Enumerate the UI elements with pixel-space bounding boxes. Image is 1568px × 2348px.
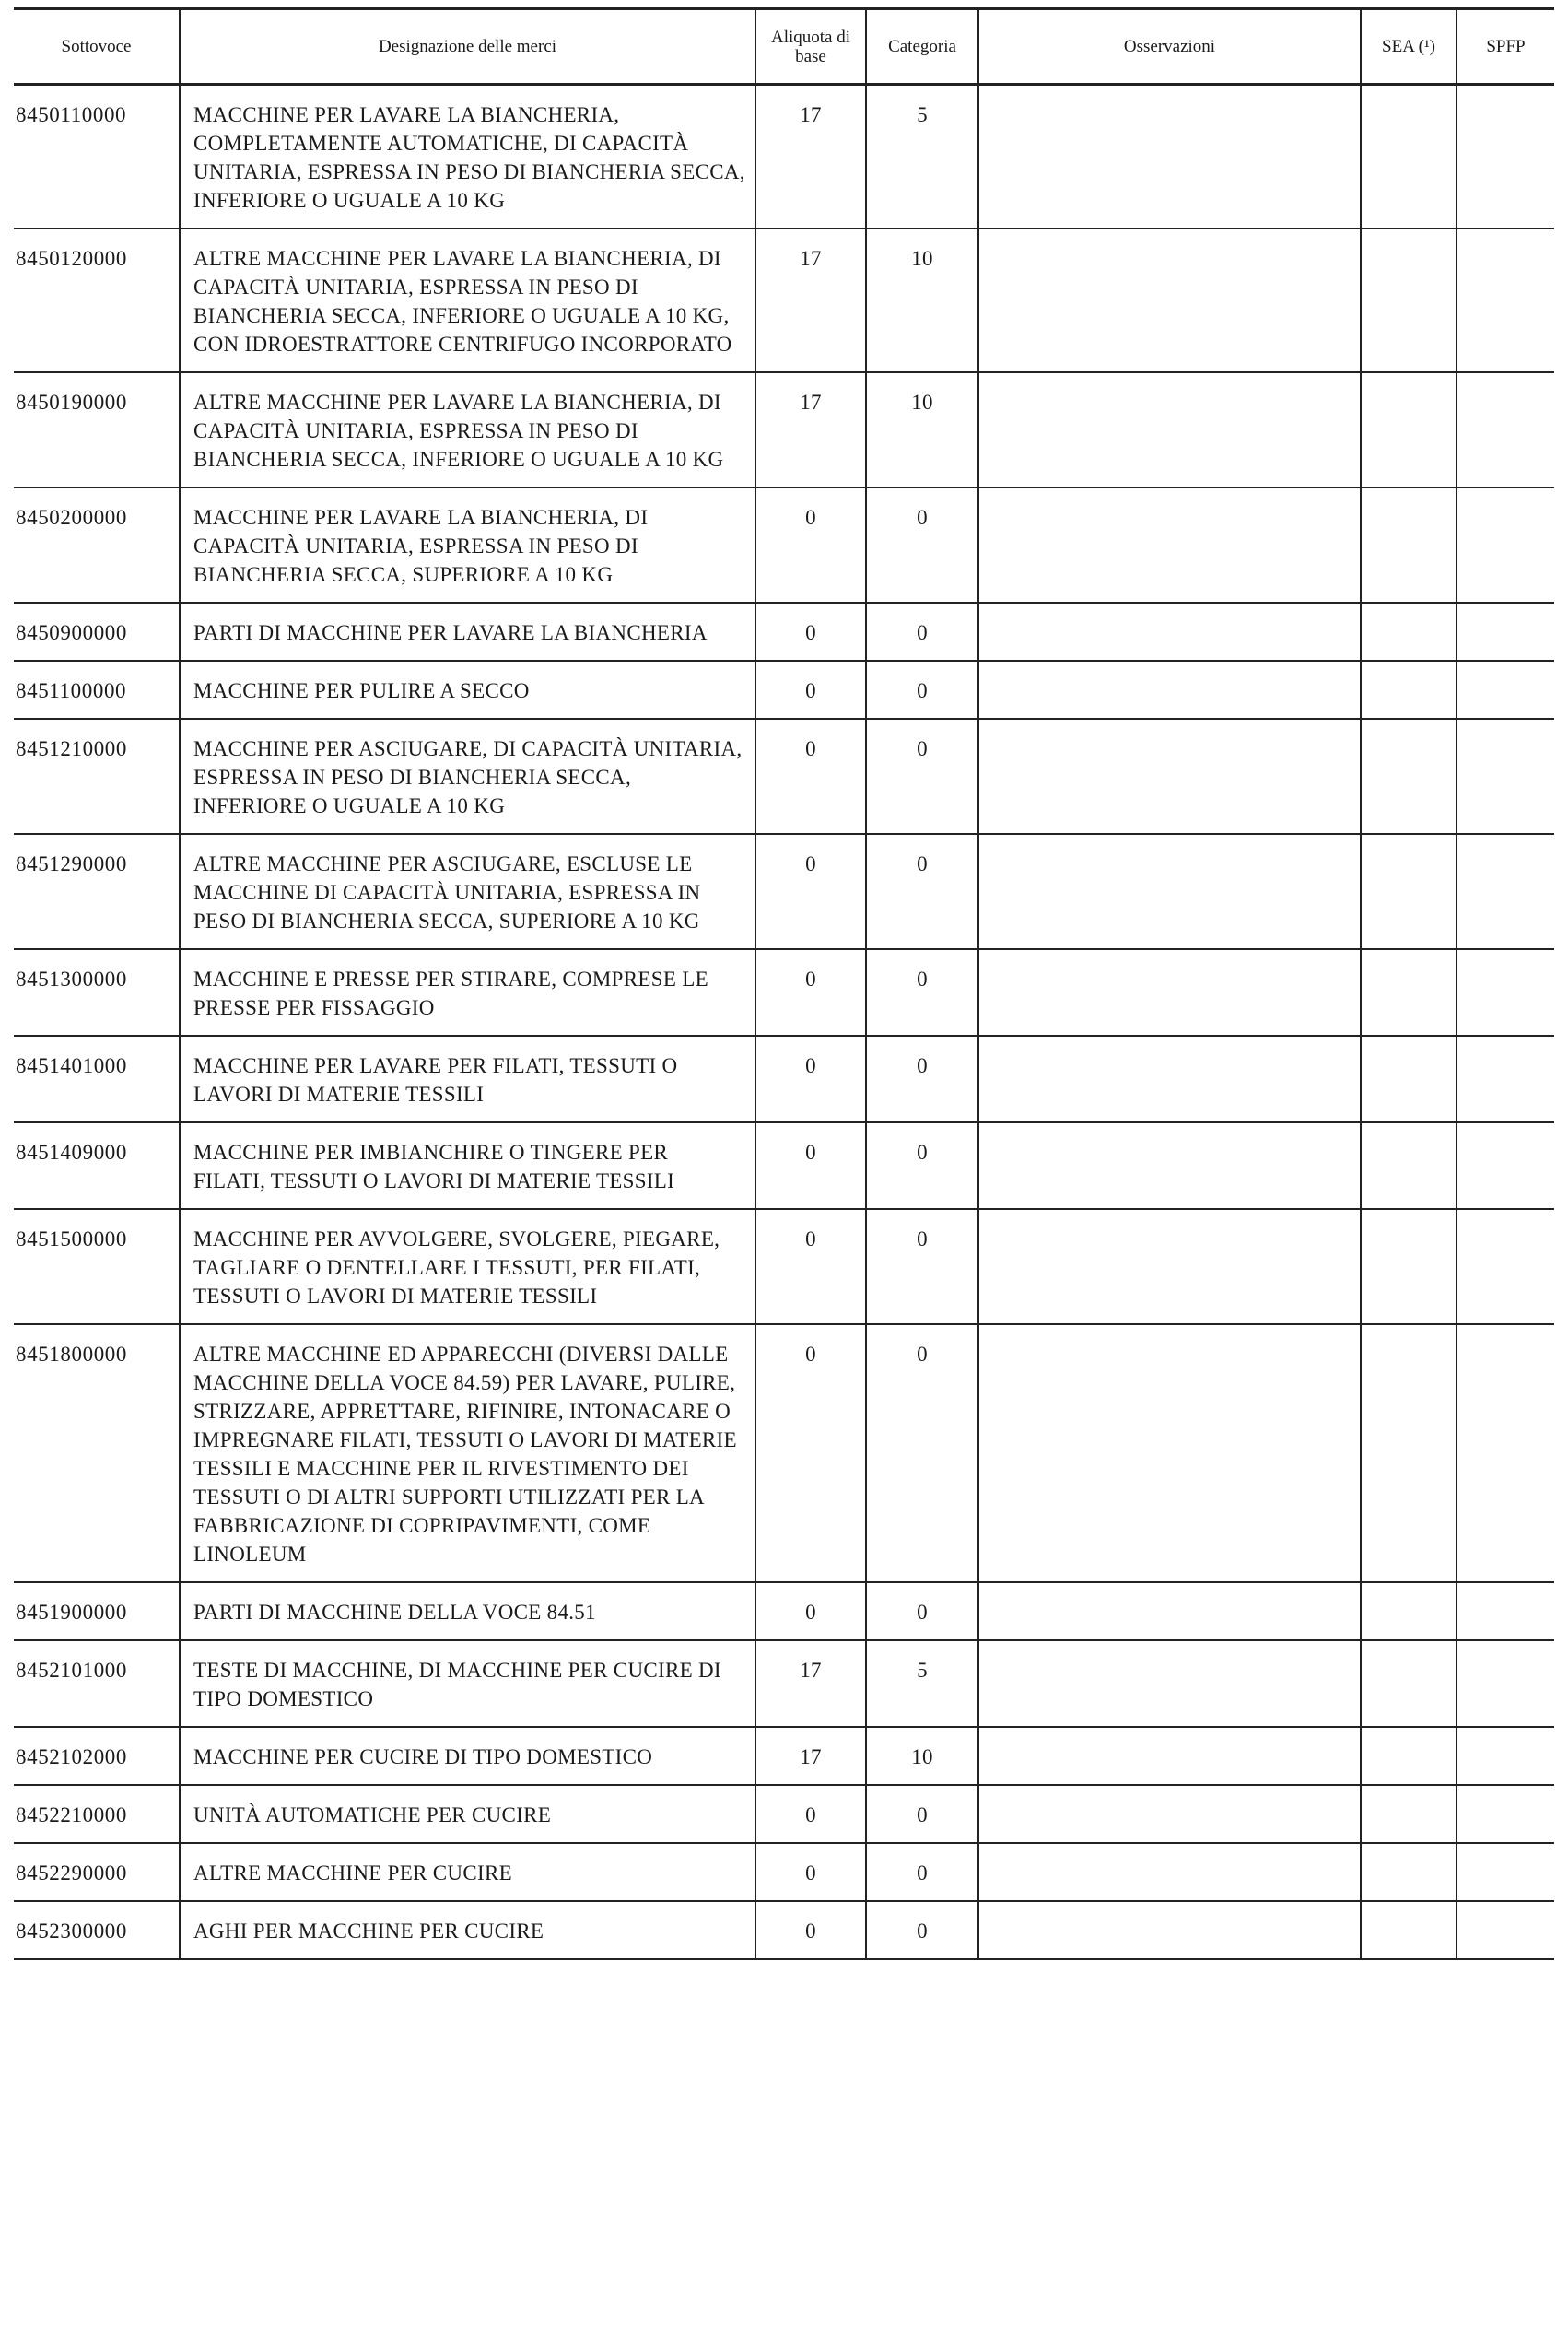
code-cell: 8452102000 <box>14 1727 180 1785</box>
table-row <box>14 1122 1554 1209</box>
code-cell: 8452300000 <box>14 1901 180 1959</box>
table-row <box>14 719 1554 834</box>
category-cell: 0 <box>866 834 978 949</box>
spfp-cell <box>1457 1901 1554 1959</box>
category-cell: 0 <box>866 661 978 719</box>
rate-cell: 0 <box>755 1901 866 1959</box>
rate-cell: 17 <box>755 1727 866 1785</box>
code-cell: 8451100000 <box>14 661 180 719</box>
rate-cell: 17 <box>755 372 866 487</box>
remarks-cell <box>978 229 1361 372</box>
remarks-cell <box>978 1727 1361 1785</box>
table-row <box>14 603 1554 661</box>
spfp-cell <box>1457 1324 1554 1582</box>
sea-cell <box>1361 372 1457 487</box>
description-cell: ALTRE MACCHINE PER ASCIUGARE, ESCLUSE LE MACCHINE DI CAPACITÀ UNITARIA, ESPRESSA IN PESO DI BIANCHERIA SECCA, SUPERIORE A 10 KG <box>180 834 755 949</box>
sea-cell <box>1361 603 1457 661</box>
category-cell: 5 <box>866 1640 978 1727</box>
tariff-table-page <box>14 7 1554 1960</box>
category-cell: 0 <box>866 1582 978 1640</box>
remarks-cell <box>978 1640 1361 1727</box>
category-cell: 0 <box>866 719 978 834</box>
category-cell: 10 <box>866 229 978 372</box>
sea-cell <box>1361 949 1457 1036</box>
sea-cell <box>1361 719 1457 834</box>
code-cell: 8451300000 <box>14 949 180 1036</box>
spfp-cell <box>1457 1843 1554 1901</box>
code-cell: 8451900000 <box>14 1582 180 1640</box>
category-cell: 10 <box>866 372 978 487</box>
table-header-row <box>14 9 1554 85</box>
remarks-cell <box>978 949 1361 1036</box>
rate-cell: 0 <box>755 719 866 834</box>
code-cell: 8450200000 <box>14 487 180 603</box>
rate-cell: 0 <box>755 1036 866 1122</box>
spfp-cell <box>1457 229 1554 372</box>
category-cell: 0 <box>866 1324 978 1582</box>
spfp-cell <box>1457 834 1554 949</box>
description-cell: PARTI DI MACCHINE DELLA VOCE 84.51 <box>180 1582 755 1640</box>
sea-cell <box>1361 1901 1457 1959</box>
category-cell: 10 <box>866 1727 978 1785</box>
description-cell: MACCHINE PER LAVARE LA BIANCHERIA, COMPLETAMENTE AUTOMATICHE, DI CAPACITÀ UNITARIA, ESPRESSA IN PESO DI BIANCHERIA SECCA, INFERIORE O UGUALE A 10 KG <box>180 85 755 229</box>
header-rate: Aliquota di base <box>755 9 866 85</box>
sea-cell <box>1361 229 1457 372</box>
table-row <box>14 85 1554 229</box>
spfp-cell <box>1457 719 1554 834</box>
code-cell: 8451290000 <box>14 834 180 949</box>
description-cell: UNITÀ AUTOMATICHE PER CUCIRE <box>180 1785 755 1843</box>
code-cell: 8450110000 <box>14 85 180 229</box>
header-category: Categoria <box>866 9 978 85</box>
description-cell: MACCHINE PER CUCIRE DI TIPO DOMESTICO <box>180 1727 755 1785</box>
code-cell: 8450120000 <box>14 229 180 372</box>
table-row <box>14 834 1554 949</box>
rate-cell: 0 <box>755 834 866 949</box>
description-cell: PARTI DI MACCHINE PER LAVARE LA BIANCHERIA <box>180 603 755 661</box>
table-row <box>14 1727 1554 1785</box>
code-cell: 8451401000 <box>14 1036 180 1122</box>
remarks-cell <box>978 372 1361 487</box>
category-cell: 0 <box>866 1901 978 1959</box>
remarks-cell <box>978 487 1361 603</box>
code-cell: 8451210000 <box>14 719 180 834</box>
category-cell: 0 <box>866 487 978 603</box>
rate-cell: 0 <box>755 487 866 603</box>
table-row <box>14 1901 1554 1959</box>
header-remarks: Osservazioni <box>978 9 1361 85</box>
description-cell: ALTRE MACCHINE PER LAVARE LA BIANCHERIA, DI CAPACITÀ UNITARIA, ESPRESSA IN PESO DI BIANCHERIA SECCA, INFERIORE O UGUALE A 10 KG, CON IDROESTRATTORE CENTRIFUGO INCORPORATO <box>180 229 755 372</box>
table-body <box>14 85 1554 1960</box>
remarks-cell <box>978 1582 1361 1640</box>
sea-cell <box>1361 1122 1457 1209</box>
spfp-cell <box>1457 1785 1554 1843</box>
code-cell: 8450900000 <box>14 603 180 661</box>
category-cell: 0 <box>866 1036 978 1122</box>
rate-cell: 0 <box>755 603 866 661</box>
spfp-cell <box>1457 1209 1554 1324</box>
rate-cell: 17 <box>755 1640 866 1727</box>
remarks-cell <box>978 834 1361 949</box>
category-cell: 0 <box>866 1843 978 1901</box>
description-cell: ALTRE MACCHINE ED APPARECCHI (DIVERSI DALLE MACCHINE DELLA VOCE 84.59) PER LAVARE, PULIRE, STRIZZARE, APPRETTARE, RIFINIRE, INTONACARE O IMPREGNARE FILATI, TESSUTI O LAVORI DI MATERIE TESSILI E MACCHINE PER IL RIVESTIMENTO DEI TESSUTI O DI ALTRI SUPPORTI UTILIZZATI PER LA FABBRICAZIONE DI COPRIPAVIMENTI, COME LINOLEUM <box>180 1324 755 1582</box>
description-cell: AGHI PER MACCHINE PER CUCIRE <box>180 1901 755 1959</box>
description-cell: MACCHINE PER IMBIANCHIRE O TINGERE PER FILATI, TESSUTI O LAVORI DI MATERIE TESSILI <box>180 1122 755 1209</box>
table-row <box>14 1785 1554 1843</box>
sea-cell <box>1361 834 1457 949</box>
table-row <box>14 487 1554 603</box>
category-cell: 0 <box>866 1122 978 1209</box>
code-cell: 8451409000 <box>14 1122 180 1209</box>
spfp-cell <box>1457 603 1554 661</box>
description-cell: TESTE DI MACCHINE, DI MACCHINE PER CUCIRE DI TIPO DOMESTICO <box>180 1640 755 1727</box>
spfp-cell <box>1457 1640 1554 1727</box>
table-row <box>14 229 1554 372</box>
code-cell: 8452210000 <box>14 1785 180 1843</box>
rate-cell: 0 <box>755 1582 866 1640</box>
remarks-cell <box>978 85 1361 229</box>
rate-cell: 0 <box>755 1324 866 1582</box>
code-cell: 8451500000 <box>14 1209 180 1324</box>
table-row <box>14 1036 1554 1122</box>
code-cell: 8451800000 <box>14 1324 180 1582</box>
remarks-cell <box>978 1324 1361 1582</box>
rate-cell: 0 <box>755 661 866 719</box>
spfp-cell <box>1457 1727 1554 1785</box>
rate-cell: 0 <box>755 1785 866 1843</box>
sea-cell <box>1361 1036 1457 1122</box>
remarks-cell <box>978 1209 1361 1324</box>
table-row <box>14 1640 1554 1727</box>
description-cell: MACCHINE PER ASCIUGARE, DI CAPACITÀ UNITARIA, ESPRESSA IN PESO DI BIANCHERIA SECCA, INFERIORE O UGUALE A 10 KG <box>180 719 755 834</box>
rate-cell: 0 <box>755 1843 866 1901</box>
sea-cell <box>1361 661 1457 719</box>
remarks-cell <box>978 719 1361 834</box>
rate-cell: 0 <box>755 1122 866 1209</box>
rate-cell: 17 <box>755 85 866 229</box>
header-sea: SEA (¹) <box>1361 9 1457 85</box>
table-row <box>14 372 1554 487</box>
remarks-cell <box>978 1122 1361 1209</box>
category-cell: 0 <box>866 1209 978 1324</box>
rate-cell: 0 <box>755 949 866 1036</box>
table-row <box>14 1843 1554 1901</box>
sea-cell <box>1361 487 1457 603</box>
table-row <box>14 1582 1554 1640</box>
remarks-cell <box>978 603 1361 661</box>
header-description: Designazione delle merci <box>180 9 755 85</box>
code-cell: 8450190000 <box>14 372 180 487</box>
table-row <box>14 949 1554 1036</box>
header-spfp: SPFP <box>1457 9 1554 85</box>
remarks-cell <box>978 1901 1361 1959</box>
category-cell: 0 <box>866 603 978 661</box>
description-cell: ALTRE MACCHINE PER LAVARE LA BIANCHERIA, DI CAPACITÀ UNITARIA, ESPRESSA IN PESO DI BIANCHERIA SECCA, INFERIORE O UGUALE A 10 KG <box>180 372 755 487</box>
category-cell: 0 <box>866 1785 978 1843</box>
spfp-cell <box>1457 1122 1554 1209</box>
description-cell: ALTRE MACCHINE PER CUCIRE <box>180 1843 755 1901</box>
table-row <box>14 1324 1554 1582</box>
category-cell: 5 <box>866 85 978 229</box>
sea-cell <box>1361 1209 1457 1324</box>
remarks-cell <box>978 1785 1361 1843</box>
remarks-cell <box>978 661 1361 719</box>
description-cell: MACCHINE PER AVVOLGERE, SVOLGERE, PIEGARE, TAGLIARE O DENTELLARE I TESSUTI, PER FILATI, TESSUTI O LAVORI DI MATERIE TESSILI <box>180 1209 755 1324</box>
spfp-cell <box>1457 1036 1554 1122</box>
rate-cell: 17 <box>755 229 866 372</box>
spfp-cell <box>1457 372 1554 487</box>
spfp-cell <box>1457 487 1554 603</box>
remarks-cell <box>978 1843 1361 1901</box>
sea-cell <box>1361 1582 1457 1640</box>
spfp-cell <box>1457 949 1554 1036</box>
sea-cell <box>1361 1785 1457 1843</box>
description-cell: MACCHINE E PRESSE PER STIRARE, COMPRESE LE PRESSE PER FISSAGGIO <box>180 949 755 1036</box>
rate-cell: 0 <box>755 1209 866 1324</box>
tariff-table <box>14 7 1554 1960</box>
description-cell: MACCHINE PER LAVARE LA BIANCHERIA, DI CAPACITÀ UNITARIA, ESPRESSA IN PESO DI BIANCHERIA SECCA, SUPERIORE A 10 KG <box>180 487 755 603</box>
code-cell: 8452101000 <box>14 1640 180 1727</box>
description-cell: MACCHINE PER LAVARE PER FILATI, TESSUTI O LAVORI DI MATERIE TESSILI <box>180 1036 755 1122</box>
sea-cell <box>1361 1324 1457 1582</box>
spfp-cell <box>1457 661 1554 719</box>
spfp-cell <box>1457 1582 1554 1640</box>
table-row <box>14 661 1554 719</box>
description-cell: MACCHINE PER PULIRE A SECCO <box>180 661 755 719</box>
table-row <box>14 1209 1554 1324</box>
sea-cell <box>1361 1640 1457 1727</box>
sea-cell <box>1361 1727 1457 1785</box>
spfp-cell <box>1457 85 1554 229</box>
sea-cell <box>1361 85 1457 229</box>
header-code: Sottovoce <box>14 9 180 85</box>
sea-cell <box>1361 1843 1457 1901</box>
code-cell: 8452290000 <box>14 1843 180 1901</box>
category-cell: 0 <box>866 949 978 1036</box>
remarks-cell <box>978 1036 1361 1122</box>
